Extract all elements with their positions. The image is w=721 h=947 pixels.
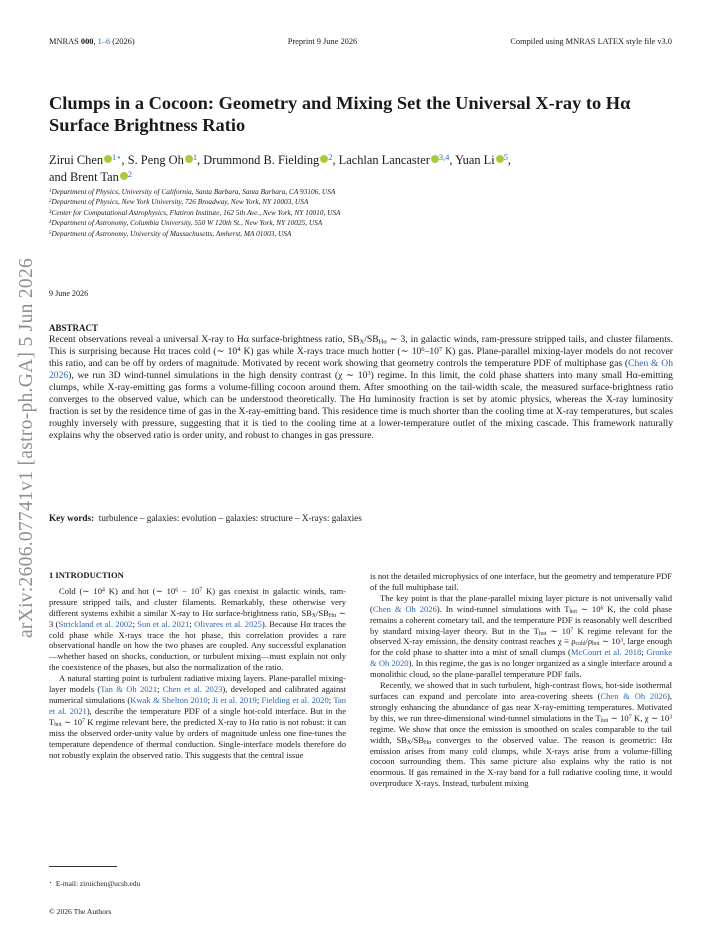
affiliation: $^4$Department of Astronomy, Columbia University, 550 W 120th St., New York, NY 10025, USA (49, 218, 323, 228)
citation-link[interactable]: Chen & Oh 2026 (49, 358, 673, 382)
citation-link[interactable]: Chen & Oh 2026 (600, 690, 668, 701)
footnote-rule (49, 866, 117, 867)
author-affiliation-mark: 5 (503, 152, 508, 163)
arxiv-stamp: arXiv:2606.07741v1 [astro-ph.GA] 5 Jun 2026 (16, 257, 37, 639)
citation-link[interactable]: McCourt et al. 2018 (570, 647, 642, 658)
author-name: Yuan Li (455, 153, 495, 167)
abstract-text: Recent observations reveal a universal X-ray to Hα surface-brightness ratio, $SB_X/SB_{H\alpha}$ ∼ 3, in galactic winds, ram-pressure stripped tails, and cluster filaments. This is surprising because Hα traces cold (∼ $10^4$ K) gas while X-rays trace much hotter (∼ $10^6-10^7$ K) gas. Plane-parallel mixing-layer models do not recover this ratio, and can be off by orders of magnitude. Motivated by recent work showing that geometry controls the temperature PDF of multiphase gas (Chen & Oh 2026), we run 3D wind-tunnel simulations in the high density contrast (χ ∼ $10^3$) regime. In this limit, the cold phase shatters into many small Hα-emitting clumps, while X-ray-emitting gas forms a volume-filling cocoon around them. After smoothing on the tail-width scale, the measured surface-brightness ratio converges to the observed value, which can be understood theoretically. The Hα luminosity fraction is set by atomic physics, whereas the X-ray luminosity fraction is set by the residence time of gas in the X-ray-emitting band. This residence time is much shorter than the cooling time at X-ray temperatures, but scales roughly inversely with pressure, suggesting that it is tied to the cooling time at a lower-temperature outlet of the mixing cascade. This framework naturally explains why the observed ratio is order unity, and robust to changes in gas pressure. (49, 334, 673, 442)
citation-link[interactable]: Chen et al. 2023 (162, 684, 223, 695)
citation-link[interactable]: Tan et al. 2021 (49, 694, 347, 716)
orcid-icon[interactable] (496, 155, 504, 163)
citation-link[interactable]: Strickland et al. 2002 (58, 618, 133, 629)
affiliation: $^5$Department of Astronomy, University of Massachusetts, Amherst, MA 01003, USA (49, 228, 292, 238)
running-header (49, 37, 672, 46)
intro-paragraph-4: The key point is that the plane-parallel mixing layer picture is not universally valid (Chen & Oh 2026). In wind-tunnel simulations with $T_{hot}$ ∼ $10^6$ K, the cold phase remains a coherent cometary tail, and the temperature PDF is reasonably well described by standard mixing-layer theory. But in the $T_{hot}$ ∼ $10^7$ K regime relevant for the observed X-ray emission, the density contrast reaches $\chi \equiv \rho_{cold}/\rho_{hot}$ ∼ $10^3$, large enough for the cold phase to shatter into a mist of small clumps (McCourt et al. 2018; Gronke & Oh 2020). In this regime, the gas is no longer organized as a single interface around a monolithic cloud, so the plane-parallel temperature PDF fails. (370, 592, 673, 680)
intro-paragraph-5: Recently, we showed that in such turbulent, high-contrast flows, hot-side isothermal surfaces can expand and percolate into area-covering sheets (Chen & Oh 2026), strongly enhancing the abundance of gas near X-ray-emitting temperatures. Motivated by this, we run three-dimensional wind-tunnel simulations in the $T_{hot}$ ∼ $10^7$ K, χ ∼ $10^3$ regime. We show that once the emission is smoothed on scales comparable to the tail width, $SB_X/SB_{H\alpha}$ converges to the observed value. The reason is geometric: Hα emission arises from many cold clumps, while X-rays arise from a volume-filling cocoon surrounding them. This same picture also explains why the ratio is not enormous. If gas remained in the X-ray band for a full radiative cooling time, it would overproduce X-rays. Instead, turbulent mixing (370, 680, 673, 789)
paper-title: Clumps in a Cocoon: Geometry and Mixing Set the Universal X-ray to Hα Surface Brightness Ratio (49, 93, 631, 135)
citation-link[interactable]: Fielding et al. 2020 (261, 694, 329, 705)
abstract-heading: ABSTRACT (49, 323, 99, 333)
received-date: 9 June 2026 (49, 289, 89, 298)
citation-link[interactable]: Kwak & Shelton 2010 (130, 694, 208, 705)
affiliation: $^2$Department of Physics, New York University, 726 Broadway, New York, NY 10003, USA (49, 197, 309, 207)
affiliation-list (49, 187, 679, 239)
citation-link[interactable]: Chen & Oh 2026 (372, 603, 437, 614)
keywords-label: Key words: (49, 513, 95, 523)
author-affiliation-mark: 2 (127, 169, 133, 180)
author-affiliation-mark: 1⋆ (112, 152, 122, 163)
copyright: © 2026 The Authors (49, 907, 112, 916)
orcid-icon[interactable] (120, 172, 128, 180)
author-name: Lachlan Lancaster (338, 153, 430, 167)
right-column (370, 571, 672, 789)
citation-link[interactable]: Tan & Oh 2021 (100, 684, 158, 695)
keywords-text: turbulence – galaxies: evolution – galaxies: structure – X-rays: galaxies (98, 513, 362, 523)
intro-paragraph-1: Cold (∼ $10^4$ K) and hot (∼ $10^6 - 10^7$ K) gas coexist in galactic winds, ram-pressure stripped tails, and cluster filaments. Remarkably, these otherwise very different systems exhibit a similar X-ray to Hα surface-brightness ratio, $SB_X/SB_{H\alpha}$ ∼ 3 (Strickland et al. 2002; Sun et al. 2021; Olivares et al. 2025). Because Hα traces the cold phase while X-rays trace the hot phase, this correlation provides a rare observational handle on how the two phases are coupled. Any successful explanation—whether based on shocks, conduction, or turbulent mixing—must explain not only the coexistence of the phases, but also the normalization of the ratio. (49, 585, 347, 673)
journal-ref: MNRAS 000, 1–6 (2026) (49, 37, 135, 46)
author-affiliation-mark: 2 (328, 152, 333, 163)
citation-link[interactable]: Gronke & Oh 2020 (370, 647, 673, 669)
author-affiliation-mark: 1 (192, 152, 198, 163)
preprint-date: Preprint 9 June 2026 (287, 37, 358, 46)
intro-paragraph-3: is not the detailed microphysics of one interface, but the geometry and temperature PDF of the full multiphase tail. (370, 571, 672, 592)
author-name: and Brent Tan (49, 170, 119, 184)
orcid-icon[interactable] (185, 155, 193, 163)
author-name: S. Peng Oh (127, 153, 184, 167)
pages-link[interactable]: 1–6 (97, 37, 111, 46)
orcid-icon[interactable] (104, 155, 112, 163)
author-affiliation-mark: 3,4 (438, 152, 450, 163)
compiled-note: Compiled using MNRAS LATEX style file v3.0 (510, 37, 672, 46)
author-list: Zirui Chen $^{1⋆}$, S. Peng Oh $^1$, Drummond B. Fielding $^2$, Lachlan Lancaster $^{3,4}$, Yuan Li $^5$, and Brent Tan $^2$ (49, 152, 512, 184)
intro-paragraph-2: A natural starting point is turbulent radiative mixing layers. Plane-parallel mixing-layer models (Tan & Oh 2021; Chen et al. 2023), developed and calibrated against numerical simulations (Kwak & Shelton 2010; Ji et al. 2019; Fielding et al. 2020; Tan et al. 2021), describe the temperature PDF of a single hot-cold interface. But in the $T_{hot}$ ∼ $10^7$ K regime relevant here, the predicted X-ray to Hα ratio is not robust: it can miss the observed order-unity value by orders of magnitude unless one fine-tunes the temperature dependence of thermal conduction. Single-interface models therefore do not robustly explain the observed ratio. This suggests that the central issue (49, 673, 347, 760)
citation-link[interactable]: Sun et al. 2021 (137, 618, 190, 629)
author-name: Drummond B. Fielding (203, 153, 320, 167)
keywords (49, 513, 362, 523)
author-name: Zirui Chen (49, 153, 104, 167)
affiliation: $^1$Department of Physics, University of California, Santa Barbara, Santa Barbara, CA 93106, USA (49, 187, 336, 196)
left-column (49, 570, 346, 760)
section-heading-introduction: 1 INTRODUCTION (49, 570, 124, 580)
orcid-icon[interactable] (431, 155, 439, 163)
affiliation: $^3$Center for Computational Astrophysics, Flatiron Institute, 162 5th Ave., New York, NY 10010, USA (49, 207, 341, 217)
citation-link[interactable]: Olivares et al. 2025 (194, 618, 262, 629)
footnote-email: ⋆ E-mail: ziruichen@ucsb.edu (49, 879, 141, 888)
citation-link[interactable]: Ji et al. 2019 (212, 694, 257, 705)
